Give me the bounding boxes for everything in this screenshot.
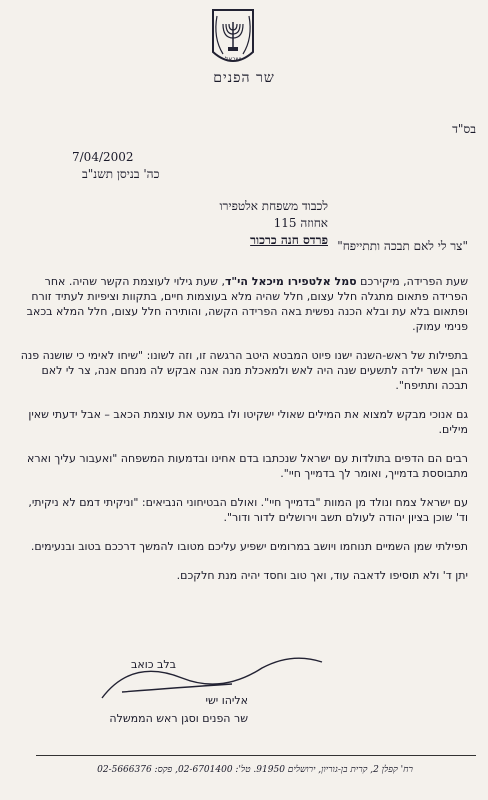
paragraph-5: עם ישראל צמח ונולד מן המוות "בדמייך חיי". ואולם הבטיחוני הנביאים: "וניקיתי דמם לא ניקיתי, וד' שוכן בציון יהודה לעולם תשב וירושלים לדור ודור". [28,496,468,524]
signer-name: אליהו ישי [205,694,248,707]
signer-title: שר הפנים וסגן ראש הממשלה [109,712,248,725]
footer-divider [36,755,476,756]
paragraph-1-rest: , שעת גילוי לעוצמת הקשר שהיה. אחר הפרידה פתאום מתגלה חלל עצום, חלל שהיה מלא בעוצמות חיים, בתקוות וציפיות לעתיד זורח ופתאום בלא עת ובלא הכנה נפשית באה הפרידה הקשה, והותירה חלל עצום, חלל המלא בכאב פנימי עמוק. [26,275,468,333]
fallen-soldier-name: סמל אלטפירו מיכאל הי"ד [224,275,357,288]
address-line-2: אחוזה 115 [273,216,328,230]
date-hebrew: כה' בניסן תשנ"ב [82,167,160,181]
paragraph-3: גם אנוכי מבקש למצוא את המילים שאולי ישקיטו ולו במעט את עוצמת הכאב – אבל ידעתי שאין מילים. [28,408,468,436]
paragraph-4: רבים הם הדפים בתולדות עם ישראל שנכתבו בדם אחינו ובדמעות המשפחה "ואעבור עליך וארא מתבוססת בדמייך, ואומר לך בדמייך חיי". [27,452,468,480]
letter-heading-quote: "צר לי לאם תבכה ותתייפח" [337,239,468,253]
paragraph-6: תפילתי שמן השמיים תנוחמו ויושב במרומים ישפיע עליכם מטובו להמשך דרככם בטוב ובנעימים. [30,540,468,553]
footer-contact: רח' קפלן 2, קרית בן-גוריון, ירושלים 91950. טל': 02-6701400, פקס: 02-5666376 [97,765,413,775]
ministry-title: שר הפנים [213,70,275,86]
paragraph-2: בתפילות של ראש-השנה ישנו פיוט המבטא היטב הרגשה זו, וזה לשונו: "שיחו לאימי כי שושנה פנה הבן אשר ילדה לתשעים שנה היה לאש ולמאכלת מנה אנה אבקש לה מנחם אנה, צר לי לאם תבכה ותתיפח". [20,349,468,392]
paragraph-1 [20,274,468,334]
recipient-address [219,198,328,249]
bsd-mark: בס"ד [452,122,476,136]
letter-body [20,274,468,597]
paragraph-7: יתן ד' ולא תוסיפו לדאבה עוד, ואך טוב וחסד יהיה מנת חלקכם. [176,569,468,582]
paragraph-1-intro: שעת הפרידה, מיקירכם [356,275,468,288]
state-emblem-icon [209,8,257,70]
date-gregorian: 7/04/2002 [72,150,134,164]
closing-phrase: בלב כואב [131,658,176,671]
address-line-3: פרדס חנה כרכור [250,233,328,247]
signer-block [109,692,248,728]
address-line-1: לכבוד משפחת אלטפירו [219,199,328,213]
emblem-caption: ישראל [224,56,242,63]
